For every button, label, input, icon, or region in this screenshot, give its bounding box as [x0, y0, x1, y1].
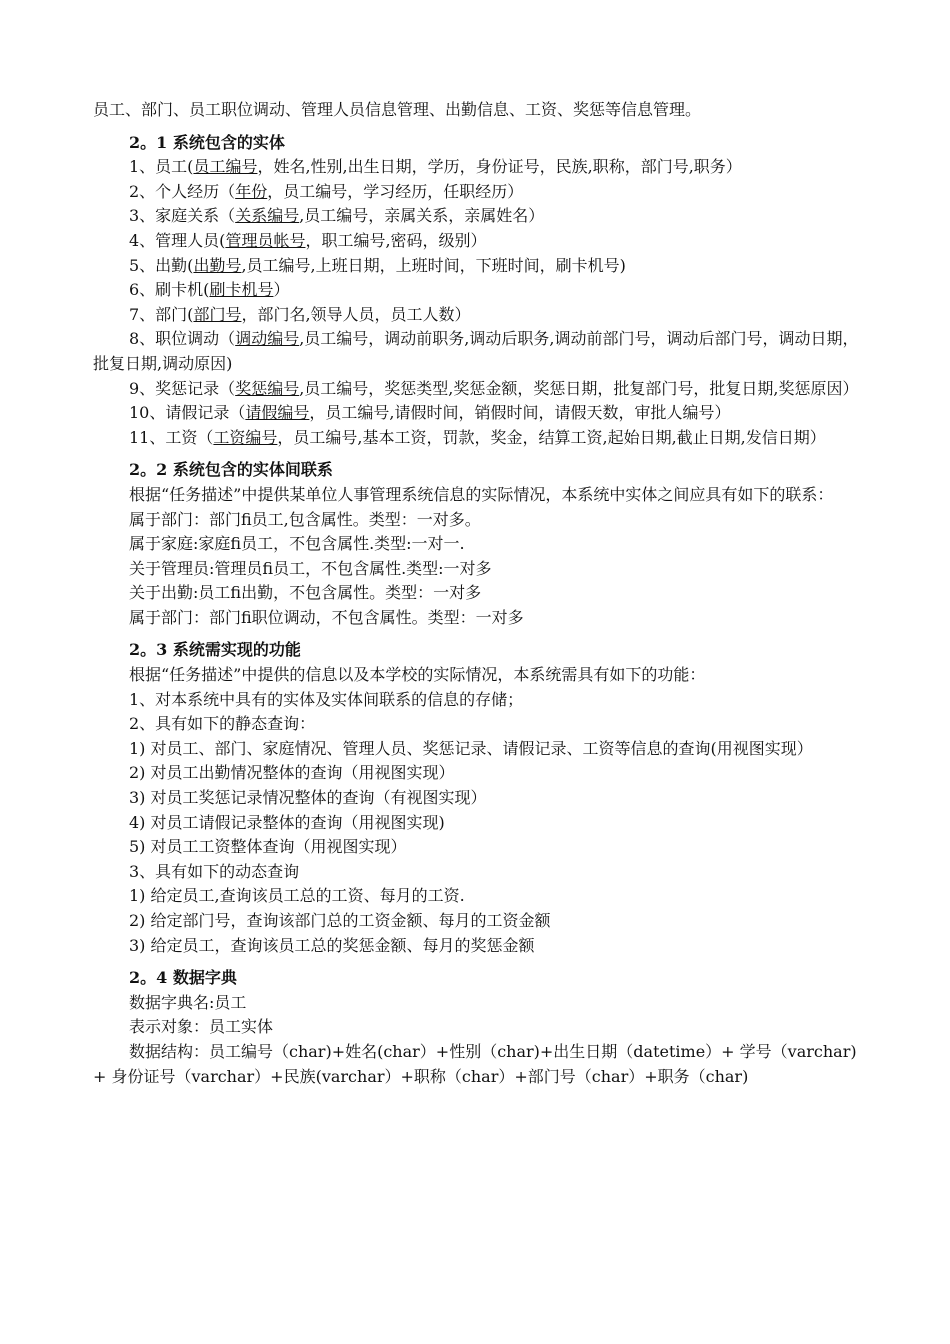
- data-dictionary: [93, 991, 868, 1089]
- relationship-list: [93, 483, 868, 631]
- entity-name: 3、家庭关系（: [129, 206, 236, 226]
- entity-name: 4、管理人员(: [129, 230, 226, 250]
- relationship-line: 关于出勤:员工fi出勤，不包含属性。类型：一对多: [129, 583, 482, 603]
- function-line: 5) 对员工工资整体查询（用视图实现）: [129, 837, 407, 857]
- function-line: 3、具有如下的动态查询: [129, 861, 300, 881]
- primary-key: 年份: [235, 181, 268, 201]
- primary-key: 出勤号: [193, 255, 242, 275]
- entity-attributes: ，部门名,领导人员，员工人数）: [241, 304, 471, 324]
- dictionary-line: 表示对象：员工实体: [129, 1017, 274, 1037]
- entity-name: 2、个人经历（: [129, 181, 236, 201]
- entity-attributes: ，姓名,性别,出生日期，学历，身份证号，民族,职称，部门号,职务）: [257, 157, 742, 177]
- function-line: 3) 对员工奖惩记录情况整体的查询（有视图实现）: [129, 788, 487, 808]
- entity-name: 8、职位调动（: [129, 329, 236, 349]
- entity-item: [93, 229, 868, 254]
- primary-key: 请假编号: [245, 403, 310, 423]
- primary-key: 管理员帐号: [225, 230, 306, 250]
- entity-attributes: ,员工编号，奖惩类型,奖惩金额，奖惩日期，批复部门号，批复日期,奖惩原因）: [299, 378, 859, 398]
- entity-item: [93, 278, 868, 303]
- entity-item: [93, 180, 868, 205]
- function-line: 4) 对员工请假记录整体的查询（用视图实现): [129, 812, 445, 832]
- entity-item: [93, 426, 868, 451]
- function-list: [93, 663, 868, 958]
- dictionary-line: 数据结构：员工编号（char)+姓名(char）+性别（char)+出生日期（datetime）+ 学号（varchar)+ 身份证号（varchar）+民族(varchar）+职称（char）+部门号（char）+职务（char): [93, 1041, 857, 1086]
- dictionary-line: 数据字典名:员工: [129, 992, 247, 1012]
- function-line: 1) 对员工、部门、家庭情况、管理人员、奖惩记录、请假记录、工资等信息的查询(用视图实现）: [129, 738, 813, 758]
- entity-attributes: ,员工编号，亲属关系，亲属姓名）: [299, 206, 545, 226]
- entity-name: 1、员工(: [129, 157, 194, 177]
- entity-attributes: ，员工编号,请假时间，销假时间，请假天数，审批人编号）: [309, 403, 731, 423]
- entity-attributes: ）: [273, 280, 290, 300]
- section-2-4-heading: 2。4 数据字典: [129, 968, 237, 988]
- entity-item: [93, 155, 868, 180]
- function-line: 2、具有如下的静态查询：: [129, 714, 316, 734]
- primary-key: 奖惩编号: [235, 378, 300, 398]
- function-line: 1、对本系统中具有的实体及实体间联系的信息的存储；: [129, 689, 524, 709]
- entity-name: 10、请假记录（: [129, 403, 246, 423]
- section-2-3-heading: 2。3 系统需实现的功能: [129, 640, 301, 660]
- entity-item: [93, 303, 868, 328]
- intro-paragraph: 员工、部门、员工职位调动、管理人员信息管理、出勤信息、工资、奖惩等信息管理。: [93, 100, 702, 119]
- section-2-1-heading: 2。1 系统包含的实体: [129, 132, 285, 152]
- function-line: 2) 对员工出勤情况整体的查询（用视图实现）: [129, 763, 455, 783]
- relationship-line: 属于部门：部门fi员工,包含属性。类型：一对多。: [129, 509, 481, 529]
- entity-list: [93, 155, 868, 450]
- entity-item: [93, 204, 868, 229]
- entity-item: [93, 327, 868, 376]
- entity-name: 5、出勤(: [129, 255, 194, 275]
- entity-name: 6、刷卡机(: [129, 280, 210, 300]
- relationship-line: 根据“任务描述”中提供某单位人事管理系统信息的实际情况，本系统中实体之间应具有如下的联系：: [129, 484, 834, 504]
- function-line: 根据“任务描述”中提供的信息以及本学校的实际情况，本系统需具有如下的功能：: [129, 665, 706, 685]
- entity-item: [93, 254, 868, 279]
- primary-key: 工资编号: [213, 427, 278, 447]
- primary-key: 员工编号: [193, 157, 258, 177]
- entity-item: [93, 377, 868, 402]
- entity-name: 7、部门(: [129, 304, 194, 324]
- section-2-2-heading: 2。2 系统包含的实体间联系: [129, 460, 333, 480]
- entity-item: [93, 401, 868, 426]
- function-line: 2) 给定部门号，查询该部门总的工资金额、每月的工资金额: [129, 911, 551, 930]
- primary-key: 部门号: [193, 304, 242, 324]
- entity-attributes: ，员工编号，学习经历，任职经历）: [267, 181, 524, 201]
- document-body: [93, 98, 868, 1089]
- function-line: 1) 给定员工,查询该员工总的工资、每月的工资.: [129, 886, 465, 906]
- primary-key: 刷卡机号: [209, 280, 274, 300]
- entity-name: 11、工资（: [129, 427, 214, 447]
- function-line: 3) 给定员工，查询该员工总的奖惩金额、每月的奖惩金额: [129, 935, 535, 955]
- entity-attributes: ,员工编号,上班日期，上班时间，下班时间，刷卡机号): [241, 255, 626, 275]
- relationship-line: 属于家庭:家庭fi员工，不包含属性.类型:一对一.: [129, 534, 465, 554]
- relationship-line: 关于管理员:管理员fi员工，不包含属性.类型:一对多: [129, 558, 492, 578]
- entity-name: 9、奖惩记录（: [129, 378, 236, 398]
- relationship-line: 属于部门：部门fi职位调动，不包含属性。类型：一对多: [129, 607, 524, 627]
- entity-attributes: ，职工编号,密码，级别）: [305, 230, 487, 250]
- entity-attributes: ,员工编号，调动前职务,调动后职务,调动前部门号，调动后部门号，调动日期，批复日期,调动原因): [93, 329, 859, 373]
- entity-attributes: ，员工编号,基本工资，罚款，奖金，结算工资,起始日期,截止日期,发信日期）: [277, 427, 826, 447]
- primary-key: 调动编号: [235, 329, 300, 349]
- primary-key: 关系编号: [235, 206, 300, 226]
